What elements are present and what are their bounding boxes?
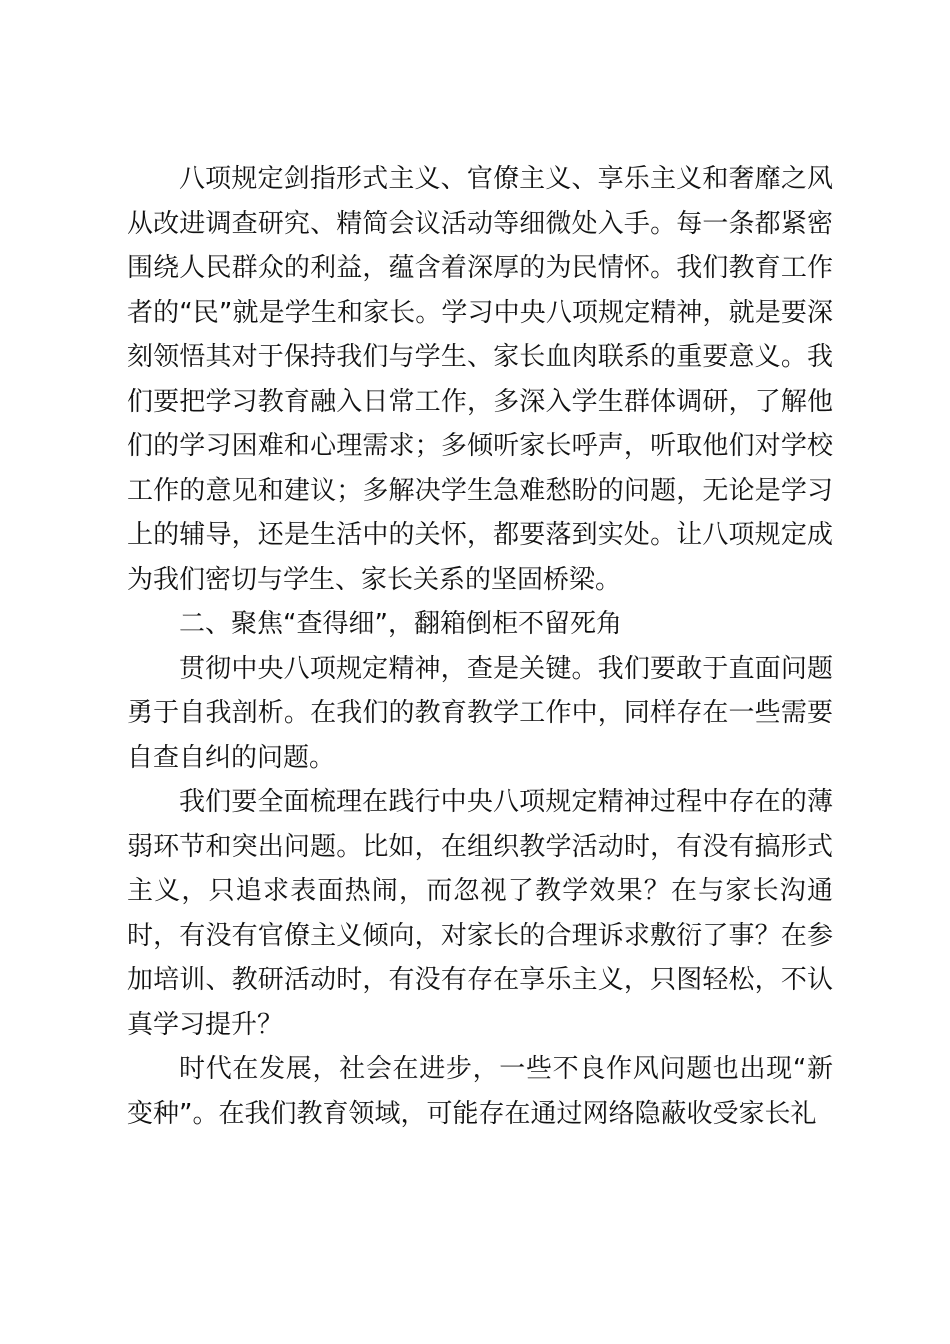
- document-body: [127, 157, 833, 1136]
- paragraph-eight-rules-purpose: 八项规定剑指形式主义、官僚主义、享乐主义和奢靡之风从改进调查研究、精简会议活动等细微处入手。每一条都紧密围绕人民群众的利益，蕴含着深厚的为民情怀。我们教育工作者的“民”就是学生和家长。学习中央八项规定精神，就是要深刻领悟其对于保持我们与学生、家长血肉联系的重要意义。我们要把学习教育融入日常工作，多深入学生群体调研，了解他们的学习困难和心理需求；多倾听家长呼声，听取他们对学校工作的意见和建议；多解决学生急难愁盼的问题，无论是学习上的辅导，还是生活中的关怀，都要落到实处。让八项规定成为我们密切与学生、家长关系的坚固桥梁。: [127, 164, 833, 595]
- paragraph-weak-links: 我们要全面梳理在践行中央八项规定精神过程中存在的薄弱环节和突出问题。比如，在组织教学活动时，有没有搞形式主义，只追求表面热闹，而忽视了教学效果？在与家长沟通时，有没有官僚主义倾向，对家长的合理诉求敷衍了事？在参加培训、教研活动时，有没有存在享乐主义，只图轻松，不认真学习提升？: [127, 787, 833, 1040]
- paragraph-inspection-key: 贯彻中央八项规定精神，查是关键。我们要敢于直面问题勇于自我剖析。在我们的教育教学工作中，同样存在一些需要自查自纠的问题。: [127, 653, 833, 773]
- section-heading-two: 二、聚焦“查得细”，翻箱倒柜不留死角: [179, 609, 622, 639]
- paragraph-new-variants: 时代在发展，社会在进步，一些不良作风问题也出现“新变种”。在我们教育领域，可能存在通过网络隐蔽收受家长礼: [127, 1054, 833, 1129]
